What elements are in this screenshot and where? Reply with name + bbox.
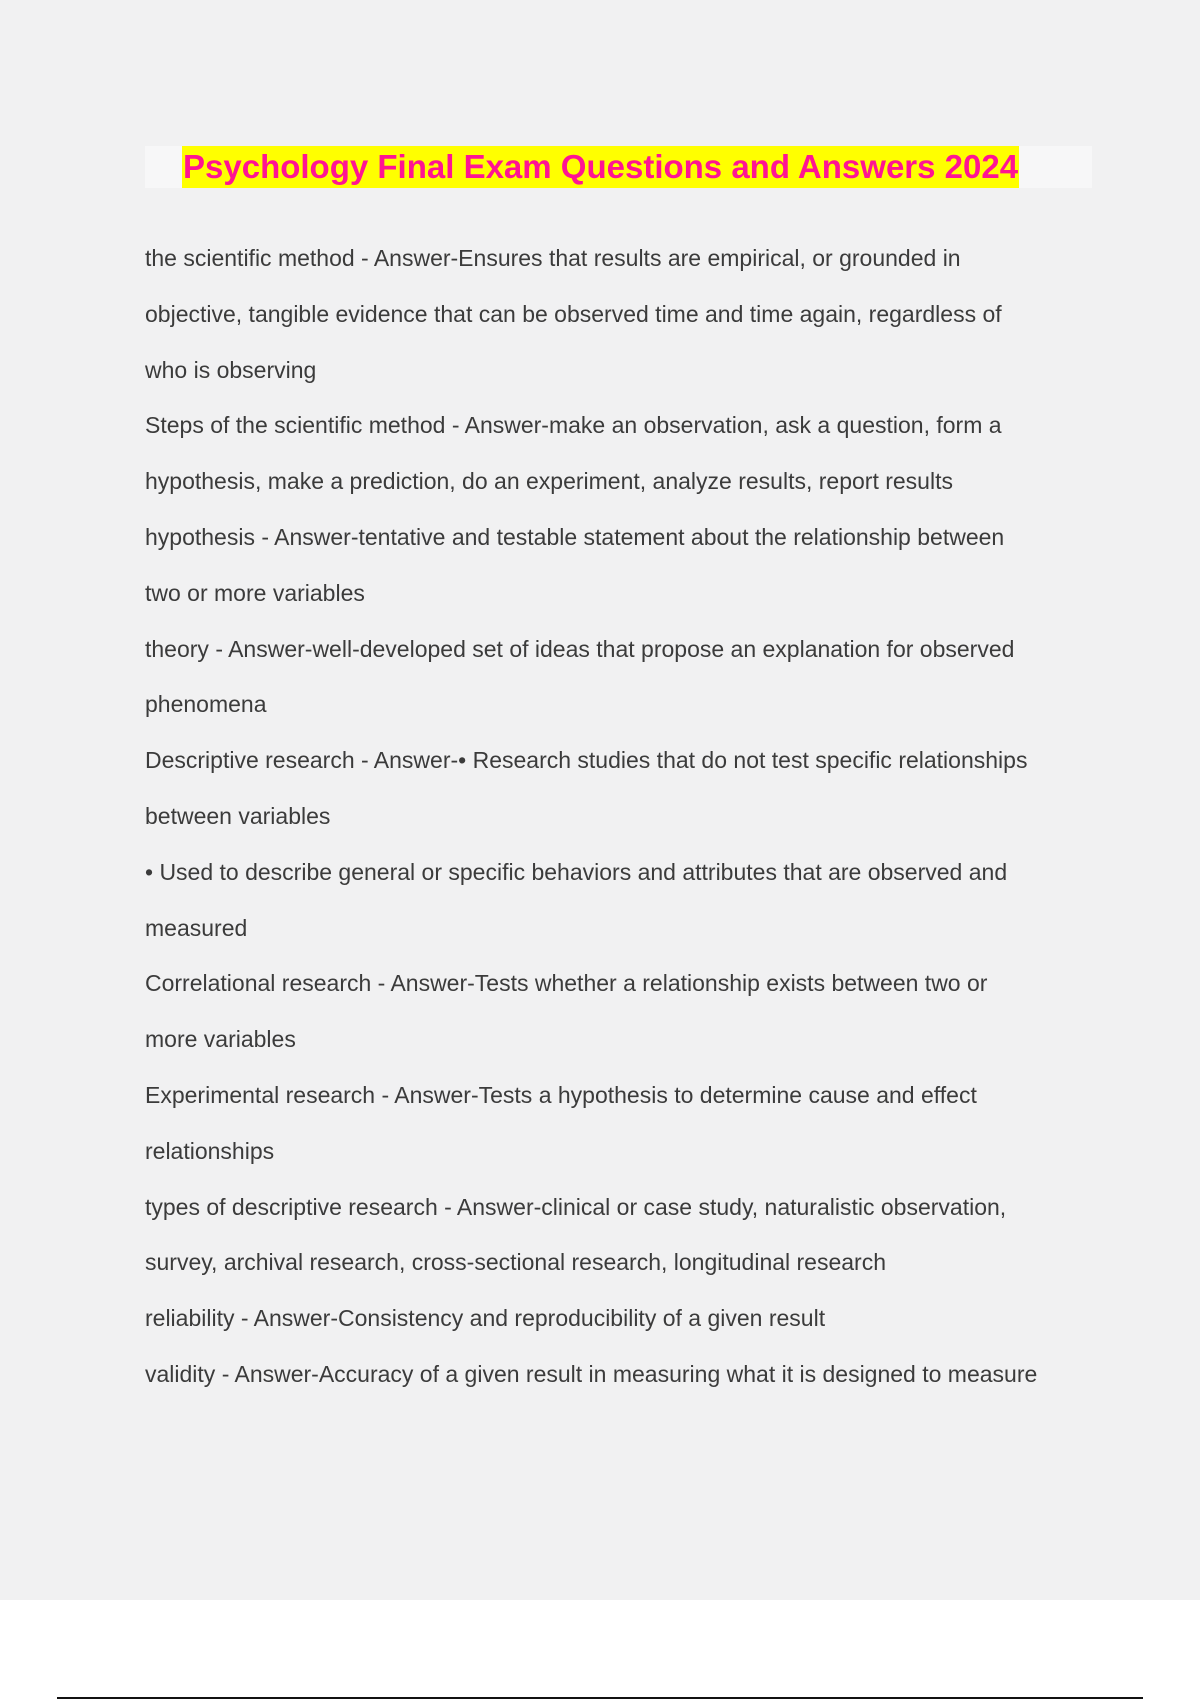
text-line: theory - Answer-well-developed set of ideas that propose an explanation for observed: [145, 635, 1015, 662]
document-title: Psychology Final Exam Questions and Answers 2024: [182, 146, 1019, 188]
text-line: hypothesis - Answer-tentative and testable statement about the relationship between: [145, 523, 1005, 550]
footer-rule: [57, 1697, 1143, 1699]
text-line: who is observing: [145, 356, 317, 383]
text-line: measured: [145, 914, 248, 941]
text-line: more variables: [145, 1026, 296, 1053]
text-line: relationships: [145, 1137, 275, 1164]
text-line: Experimental research - Answer-Tests a hypothesis to determine cause and effect: [145, 1081, 977, 1108]
document-body: [145, 238, 1105, 1410]
text-line: Correlational research - Answer-Tests whether a relationship exists between two or: [145, 970, 988, 997]
text-line: types of descriptive research - Answer-clinical or case study, naturalistic observation,: [145, 1193, 1007, 1220]
text-line: Steps of the scientific method - Answer-make an observation, ask a question, form a: [145, 412, 1002, 439]
text-line: the scientific method - Answer-Ensures that results are empirical, or grounded in: [145, 245, 961, 271]
text-line: • Used to describe general or specific behaviors and attributes that are observed and: [145, 858, 1008, 885]
text-line: hypothesis, make a prediction, do an experiment, analyze results, report results: [145, 468, 953, 495]
text-line: survey, archival research, cross-sectional research, longitudinal research: [145, 1249, 887, 1276]
text-line: objective, tangible evidence that can be observed time and time again, regardless of: [145, 300, 1002, 327]
text-line: Descriptive research - Answer-• Research studies that do not test specific relationships: [145, 747, 1028, 774]
text-line: reliability - Answer-Consistency and reproducibility of a given result: [145, 1305, 826, 1332]
text-line: two or more variables: [145, 579, 365, 606]
text-line: phenomena: [145, 691, 267, 718]
text-line: between variables: [145, 802, 331, 829]
text-line: validity - Answer-Accuracy of a given result in measuring what it is designed to measure: [145, 1360, 1038, 1387]
